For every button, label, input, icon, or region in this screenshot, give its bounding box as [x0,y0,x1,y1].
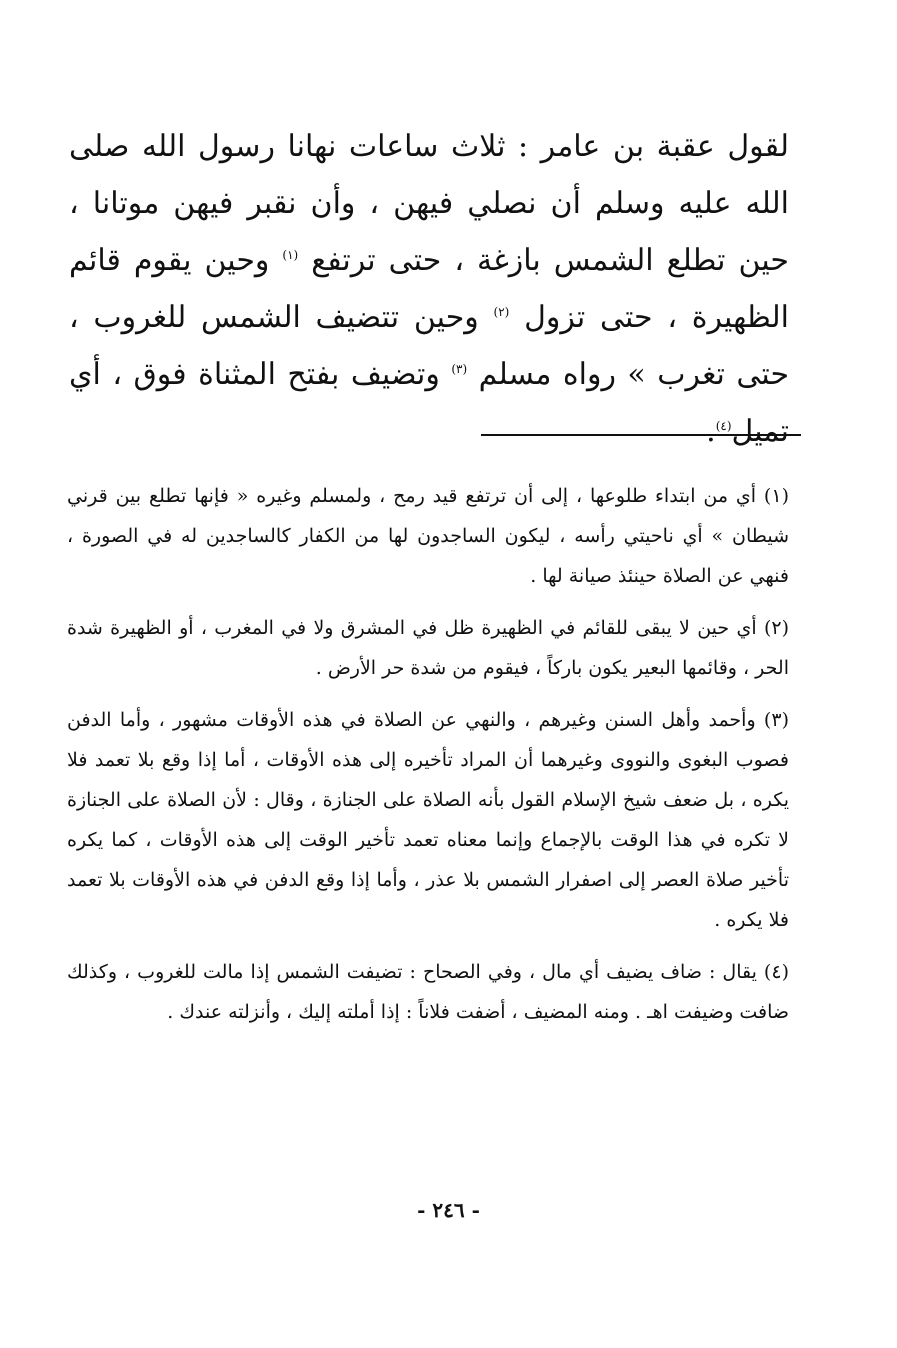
main-text [69,118,789,460]
footnote-2: (٢) أي حين لا يبقى للقائم في الظهيرة ظل في المشرق ولا في المغرب ، أو الظهيرة شدة الحر ، وقائمها البعير يكون باركاً ، فيقوم من شدة حر الأرض . [67,617,789,679]
footnote-divider [481,434,801,436]
footnote-ref-4: (٤) [715,419,732,433]
footnote-1: (١) أي من ابتداء طلوعها ، إلى أن ترتفع قيد رمح ، ولمسلم وغيره « فإنها تطلع بين قرني شيطان » أي ناحيتي رأسه ، ليكون الساجدون لها من الكفار كالساجدين له في الصورة ، فنهي عن الصلاة حينئذ صيانة لها . [67,485,789,587]
footnote-ref-3: (٣) [451,362,468,376]
footnote-4: (٤) يقال : ضاف يضيف أي مال ، وفي الصحاح : تضيفت الشمس إذا مالت للغروب ، وكذلك ضافت وضيفت اهـ . ومنه المضيف ، أضفت فلاناً : إذا أملته إليك ، وأنزلته عندك . [67,961,789,1023]
footnote-ref-1: (١) [282,248,299,262]
main-paragraph [69,118,789,460]
main-text-part-2: وحين يقوم قائم الظهيرة ، حتى تزول [69,243,789,335]
main-text-part-3: وحين تتضيف الشمس للغروب ، حتى تغرب » رواه مسلم [69,300,790,392]
main-text-part-4: وتضيف بفتح المثناة فوق ، أي تميل [69,357,789,449]
page-number: - ٢٤٦ - [417,1198,480,1222]
main-text-part-1: لقول عقبة بن عامر : ثلاث ساعات نهانا رسول الله صلى الله عليه وسلم أن نصلي فيهن ، وأن نقبر فيهن موتانا ، حين تطلع الشمس بازغة ، حتى ترتفع [69,129,789,278]
main-text-part-5: . [706,414,716,449]
footnote-3: (٣) وأحمد وأهل السنن وغيرهم ، والنهي عن الصلاة في هذه الأوقات مشهور ، وأما الدفن فصوب البغوى والنووى وغيرهما أن المراد تأخيره إلى هذه الأوقات ، أما إذا وقع بلا تعمد فلا يكره ، بل ضعف شيخ الإسلام القول بأنه الصلاة على الجنازة ، وقال : لأن الصلاة على الجنازة لا تكره في هذا الوقت بالإجماع وإنما معناه تعمد تأخير الوقت إلى هذه الأوقات ، كما يكره تأخير صلاة العصر إلى اصفرار الشمس بلا عذر ، وأما إذا وقع الدفن في هذه الأوقات بلا تعمد فلا يكره . [67,709,789,931]
footnote-ref-2: (٢) [493,305,510,319]
footnotes [67,476,789,1044]
